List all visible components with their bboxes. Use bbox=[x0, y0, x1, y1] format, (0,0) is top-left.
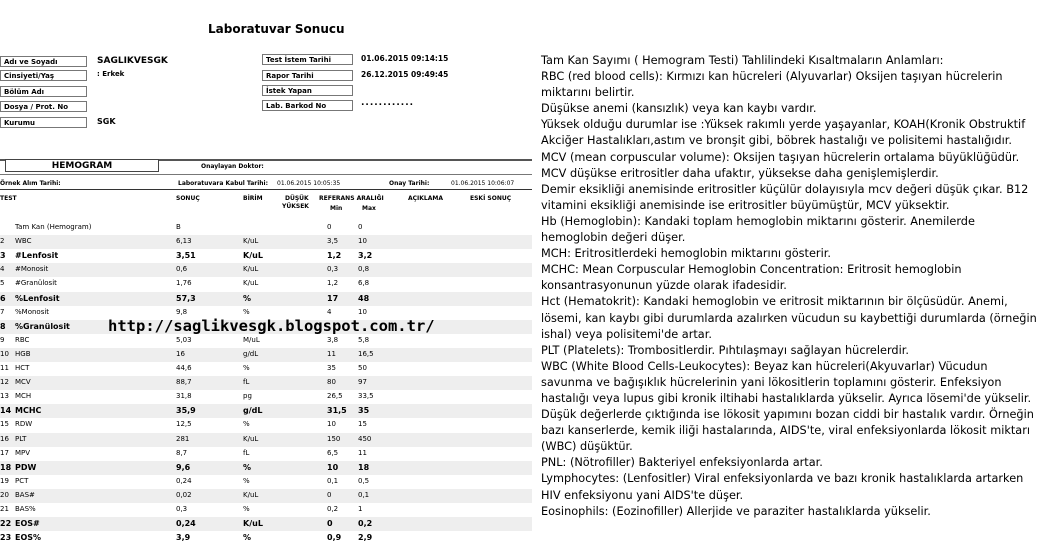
test-name: PDW bbox=[15, 462, 37, 472]
ref-max: 10 bbox=[358, 237, 367, 246]
test-result: 57,3 bbox=[176, 293, 196, 303]
approve-date-label: Onay Tarihi: bbox=[389, 180, 430, 187]
ref-min: 0,2 bbox=[327, 505, 339, 513]
ref-min: 0,9 bbox=[327, 533, 342, 543]
explanation-line: PNL: (Nötrofiller) Bakteriyel enfeksiyonlarda artar. bbox=[541, 456, 823, 470]
row-number: 7 bbox=[0, 307, 5, 316]
test-unit: % bbox=[243, 462, 252, 472]
explanation-line: Yüksek olduğu durumlar ise :Yüksek rakımlı yerde yaşayanlar, KOAH(Kronik Obstruktif Akciğer Hastalıkları,astım ve bronşit gibi, böbrek hastalığı ve polisitemi hastalığıdır. bbox=[541, 118, 1026, 148]
ref-max: 0,2 bbox=[358, 519, 373, 529]
file-number-label: Dosya / Prot. No bbox=[0, 101, 87, 112]
explanation-line: Eosinophils: (Eozinofiller) Allerjide ve paraziter hastalıklarda yükselir. bbox=[541, 504, 931, 518]
row-number: 22 bbox=[0, 519, 12, 529]
ref-min: 26,5 bbox=[327, 392, 343, 401]
row-number: 10 bbox=[0, 349, 9, 358]
test-name: BAS# bbox=[15, 490, 35, 499]
test-result: 9,8 bbox=[176, 307, 188, 316]
row-number: 14 bbox=[0, 406, 12, 416]
barcode-label: Lab. Barkod No bbox=[262, 100, 353, 111]
test-unit: fL bbox=[243, 448, 250, 457]
col-low: DÜŞÜK bbox=[285, 195, 309, 202]
table-row bbox=[0, 447, 532, 461]
test-name: #Granülosit bbox=[15, 279, 57, 288]
ref-min: 80 bbox=[327, 378, 336, 387]
test-name: %Lenfosit bbox=[15, 293, 60, 303]
table-row bbox=[0, 404, 532, 418]
test-unit: % bbox=[243, 533, 252, 543]
test-unit: K/uL bbox=[243, 251, 263, 261]
ref-max: 18 bbox=[358, 462, 370, 472]
explanation-line: Hb (Hemoglobin): Kandaki toplam hemoglobin miktarını gösterir. Anemilerde hemoglobin değeri düşer. bbox=[541, 214, 975, 245]
table-row bbox=[0, 503, 532, 517]
ref-max: 11 bbox=[358, 448, 367, 457]
row-number: 6 bbox=[0, 293, 6, 303]
ref-min: 35 bbox=[327, 364, 336, 372]
ref-min: 1,2 bbox=[327, 279, 339, 288]
test-name: MCHC bbox=[15, 406, 42, 416]
test-name: %Monosit bbox=[15, 307, 50, 316]
col-description: AÇIKLAMA bbox=[408, 195, 444, 202]
table-row bbox=[0, 277, 532, 291]
test-name: MCH bbox=[15, 392, 32, 401]
test-result: 5,03 bbox=[176, 335, 192, 344]
row-number: 21 bbox=[0, 505, 9, 513]
ref-max: 33,5 bbox=[358, 392, 374, 401]
ref-min: 0 bbox=[327, 519, 333, 529]
explanation-line: Lymphocytes: (Lenfositler) Viral enfeksiyonlarda ve bazı kronik hastalıklarda artarken HIV enfeksiyonu yani AIDS'te düşer. bbox=[541, 472, 1024, 502]
row-number: 3 bbox=[0, 251, 6, 261]
row-number: 16 bbox=[0, 434, 9, 443]
test-unit: pg bbox=[243, 392, 252, 401]
ref-min: 1,2 bbox=[327, 251, 342, 261]
ref-min: 4 bbox=[327, 307, 332, 316]
ref-max: 10 bbox=[358, 307, 367, 316]
table-row bbox=[0, 334, 532, 348]
explanation-line: Tam Kan Sayımı ( Hemogram Testi) Tahlilindeki Kısaltmaların Anlamları: bbox=[541, 54, 944, 67]
test-name: HGB bbox=[15, 349, 31, 358]
col-previous: ESKİ SONUÇ bbox=[470, 195, 512, 202]
row-number: 23 bbox=[0, 533, 12, 543]
test-name: Tam Kan (Hemogram) bbox=[15, 223, 92, 231]
table-row bbox=[0, 249, 532, 263]
ref-min: 17 bbox=[327, 293, 339, 303]
ref-max: 50 bbox=[358, 364, 367, 372]
row-number: 11 bbox=[0, 364, 9, 372]
table-row bbox=[0, 292, 532, 306]
test-result: 31,8 bbox=[176, 392, 192, 401]
col-min: Min bbox=[330, 205, 343, 212]
row-number: 17 bbox=[0, 448, 9, 457]
test-result: 16 bbox=[176, 349, 185, 358]
report-date-value: 26.12.2015 09:49:45 bbox=[361, 70, 449, 79]
test-date-label: Test İstem Tarihi bbox=[262, 54, 353, 65]
row-number: 13 bbox=[0, 392, 9, 401]
approve-date-value: 01.06.2015 10:06:07 bbox=[451, 180, 515, 187]
institution-label: Kurumu bbox=[0, 117, 87, 128]
ref-min: 0,3 bbox=[327, 265, 339, 274]
test-unit: g/dL bbox=[243, 406, 263, 416]
row-number: 19 bbox=[0, 476, 9, 485]
test-name: #Lenfosit bbox=[15, 251, 59, 261]
test-result: 0,6 bbox=[176, 265, 188, 274]
row-number: 9 bbox=[0, 335, 5, 344]
test-unit: % bbox=[243, 505, 250, 513]
col-test: TEST bbox=[0, 195, 17, 202]
test-unit: % bbox=[243, 293, 252, 303]
ref-max: 97 bbox=[358, 378, 367, 387]
test-unit: fL bbox=[243, 378, 250, 387]
ref-max: 0,1 bbox=[358, 490, 370, 499]
table-row bbox=[0, 390, 532, 404]
row-number: 18 bbox=[0, 462, 12, 472]
barcode-value: ............ bbox=[361, 98, 415, 108]
test-name: PLT bbox=[15, 434, 27, 443]
explanation-line: MCHC: Mean Corpuscular Hemoglobin Concentration: Eritrosit hemoglobin konsantrasyonunun yüzde olarak ifadesidir. bbox=[541, 263, 962, 293]
table-row bbox=[0, 235, 532, 249]
test-unit: M/uL bbox=[243, 335, 260, 344]
test-result: B bbox=[176, 223, 181, 231]
ref-min: 3,8 bbox=[327, 335, 339, 344]
ref-max: 0,8 bbox=[358, 265, 370, 274]
test-unit: % bbox=[243, 307, 250, 316]
ref-max: 3,2 bbox=[358, 251, 373, 261]
test-result: 281 bbox=[176, 434, 190, 443]
test-name: %Granülosit bbox=[15, 321, 70, 331]
test-result: 8,7 bbox=[176, 448, 188, 457]
col-reference: REFERANS ARALIĞI bbox=[319, 195, 384, 202]
ref-max: 450 bbox=[358, 434, 372, 443]
table-row bbox=[0, 517, 532, 531]
row-number: 5 bbox=[0, 279, 5, 288]
explanation-line: MCV düşükse eritrositler daha ufaktır, yüksekse daha genişlemişlerdir. bbox=[541, 166, 939, 180]
col-high: YÜKSEK bbox=[282, 203, 309, 210]
accept-date-value: 01.06.2015 10:05:35 bbox=[277, 180, 341, 187]
explanation-line: PLT (Platelets): Trombositlerdir. Pıhtılaşmayı sağlayan hücrelerdir. bbox=[541, 343, 909, 357]
explanation-line: Hct (Hematokrit): Kandaki hemoglobin ve eritrosit miktarının bir ölçüsüdür. Anemi, lösemi, kan kaybı gibi durumlarda azalırken vücudun su kaybettiği durumlarda (örneğin ishal) veya polisitemi'de artar. bbox=[541, 295, 1037, 341]
test-name: EOS# bbox=[15, 519, 40, 529]
test-date-value: 01.06.2015 09:14:15 bbox=[361, 54, 449, 63]
test-name: MCV bbox=[15, 378, 31, 387]
test-unit: % bbox=[243, 420, 250, 429]
approver-label: Onaylayan Doktor: bbox=[201, 163, 264, 170]
ref-min: 10 bbox=[327, 420, 336, 429]
test-name: #Monosit bbox=[15, 265, 49, 274]
test-unit: g/dL bbox=[243, 349, 259, 358]
test-unit: K/uL bbox=[243, 519, 263, 529]
table-row bbox=[0, 461, 532, 475]
ref-max: 2,9 bbox=[358, 533, 373, 543]
test-unit: K/uL bbox=[243, 265, 259, 274]
ref-min: 3,5 bbox=[327, 237, 339, 246]
test-result: 0,24 bbox=[176, 476, 192, 485]
test-result: 12,5 bbox=[176, 420, 192, 429]
test-name: RDW bbox=[15, 420, 33, 429]
explanation-line: WBC (White Blood Cells-Leukocytes): Beyaz kan hücreleri(Akyuvarlar) Vücudun savunma ve bağışıklık hücrelerinin yani lökositlerin toplamını gösterir. Enfeksiyon hastalığı veya lupus gibi kronik iltihabi hastalıklarda yükselir. Ayrıca lösemi'de yükselir. bbox=[541, 359, 1032, 405]
ref-max: 16,5 bbox=[358, 349, 374, 358]
explanation-line: MCV (mean corpuscular volume): Oksijen taşıyan hücrelerin ortalama büyüklüğüdür. bbox=[541, 150, 1020, 164]
ref-max: 1 bbox=[358, 505, 363, 513]
table-row bbox=[0, 376, 532, 390]
test-result: 0,3 bbox=[176, 505, 188, 513]
test-unit: K/uL bbox=[243, 434, 259, 443]
gender-label: Cinsiyeti/Yaş bbox=[0, 70, 87, 81]
explanation-line: Düşükse anemi (kansızlık) veya kan kaybı vardır. bbox=[541, 102, 817, 116]
test-unit: K/uL bbox=[243, 490, 259, 499]
ref-max: 0 bbox=[358, 223, 363, 231]
test-result: 9,6 bbox=[176, 462, 191, 472]
institution-value: SGK bbox=[97, 117, 116, 126]
test-name: RBC bbox=[15, 335, 30, 344]
explanation-panel bbox=[541, 53, 1041, 520]
explanation-line: MCH: Eritrositlerdeki hemoglobin miktarını gösterir. bbox=[541, 247, 831, 261]
explanation-line: Demir eksikliği anemisinde eritrositler küçülür dolayısıyla mcv değeri düşük çıkar. B12 vitamini eksikliği anemisinde ise eritrositler büyümüştür, MCV yüksektir. bbox=[541, 182, 1029, 212]
report-title: Laboratuvar Sonucu bbox=[208, 22, 345, 36]
test-name: BAS% bbox=[15, 505, 36, 513]
sample-date-label: Örnek Alım Tarihi: bbox=[0, 180, 61, 187]
row-number: 2 bbox=[0, 237, 5, 246]
table-row bbox=[0, 362, 532, 376]
table-row bbox=[0, 489, 532, 503]
row-number: 15 bbox=[0, 420, 9, 429]
requester-label: İstek Yapan bbox=[262, 85, 353, 96]
test-result: 6,13 bbox=[176, 237, 192, 246]
row-number: 4 bbox=[0, 265, 5, 274]
explanation-line: RBC (red blood cells): Kırmızı kan hücreleri (Alyuvarlar) Oksijen taşıyan hücrelerin miktarını belirtir. bbox=[541, 70, 1003, 100]
test-result: 0,02 bbox=[176, 490, 192, 499]
name-label: Adı ve Soyadı bbox=[0, 56, 87, 67]
accept-date-label: Laboratuvara Kabul Tarihi: bbox=[178, 180, 269, 187]
ref-min: 11 bbox=[327, 349, 336, 358]
table-row bbox=[0, 263, 532, 277]
row-number: 20 bbox=[0, 490, 9, 499]
table-row bbox=[0, 348, 532, 362]
table-row bbox=[0, 475, 532, 489]
test-name: PCT bbox=[15, 476, 29, 485]
test-name: WBC bbox=[15, 237, 32, 246]
section-title: HEMOGRAM bbox=[5, 159, 159, 172]
ref-max: 6,8 bbox=[358, 279, 370, 288]
ref-min: 0 bbox=[327, 223, 332, 231]
divider bbox=[0, 189, 532, 190]
ref-max: 15 bbox=[358, 420, 367, 429]
report-date-label: Rapor Tarihi bbox=[262, 70, 353, 81]
ref-min: 150 bbox=[327, 434, 341, 443]
ref-max: 35 bbox=[358, 406, 370, 416]
test-name: MPV bbox=[15, 448, 31, 457]
col-result: SONUÇ bbox=[176, 195, 200, 202]
test-result: 88,7 bbox=[176, 378, 192, 387]
ref-max: 48 bbox=[358, 293, 370, 303]
col-unit: BİRİM bbox=[243, 195, 263, 202]
ref-min: 0 bbox=[327, 490, 332, 499]
row-number: 12 bbox=[0, 378, 9, 387]
test-unit: K/uL bbox=[243, 279, 259, 288]
explanation-line: Düşük değerlerde çıktığında ise lökosit yapımını bozan ciddi bir hastalık vardır. Örneğin bazı kanserlerde, kemik iliği hastalarında, AIDS'te, viral enfeksiyonlarda lökosit miktarı (WBC) düşüktür. bbox=[541, 408, 1034, 454]
ref-min: 10 bbox=[327, 462, 339, 472]
ref-min: 6,5 bbox=[327, 448, 339, 457]
gender-value: : Erkek bbox=[97, 70, 125, 78]
test-result: 44,6 bbox=[176, 364, 192, 372]
row-number: 8 bbox=[0, 321, 6, 331]
table-row bbox=[0, 531, 532, 545]
test-unit: K/uL bbox=[243, 237, 259, 246]
test-unit: % bbox=[243, 364, 250, 372]
watermark-url: http://saglikvesgk.blogspot.com.tr/ bbox=[108, 317, 435, 335]
ref-max: 0,5 bbox=[358, 476, 370, 485]
test-result: 1,76 bbox=[176, 279, 192, 288]
test-name: EOS% bbox=[15, 533, 42, 543]
name-value: SAGLIKVESGK bbox=[97, 56, 168, 66]
table-row bbox=[0, 433, 532, 447]
col-max: Max bbox=[362, 205, 376, 212]
test-name: HCT bbox=[15, 364, 30, 372]
department-label: Bölüm Adı bbox=[0, 86, 87, 97]
test-result: 3,9 bbox=[176, 533, 191, 543]
ref-min: 0,1 bbox=[327, 476, 339, 485]
ref-max: 5,8 bbox=[358, 335, 370, 344]
table-row bbox=[0, 221, 532, 235]
test-result: 35,9 bbox=[176, 406, 196, 416]
test-result: 0,24 bbox=[176, 519, 196, 529]
ref-min: 31,5 bbox=[327, 406, 347, 416]
table-row bbox=[0, 418, 532, 432]
test-result: 3,51 bbox=[176, 251, 196, 261]
test-unit: % bbox=[243, 476, 250, 485]
